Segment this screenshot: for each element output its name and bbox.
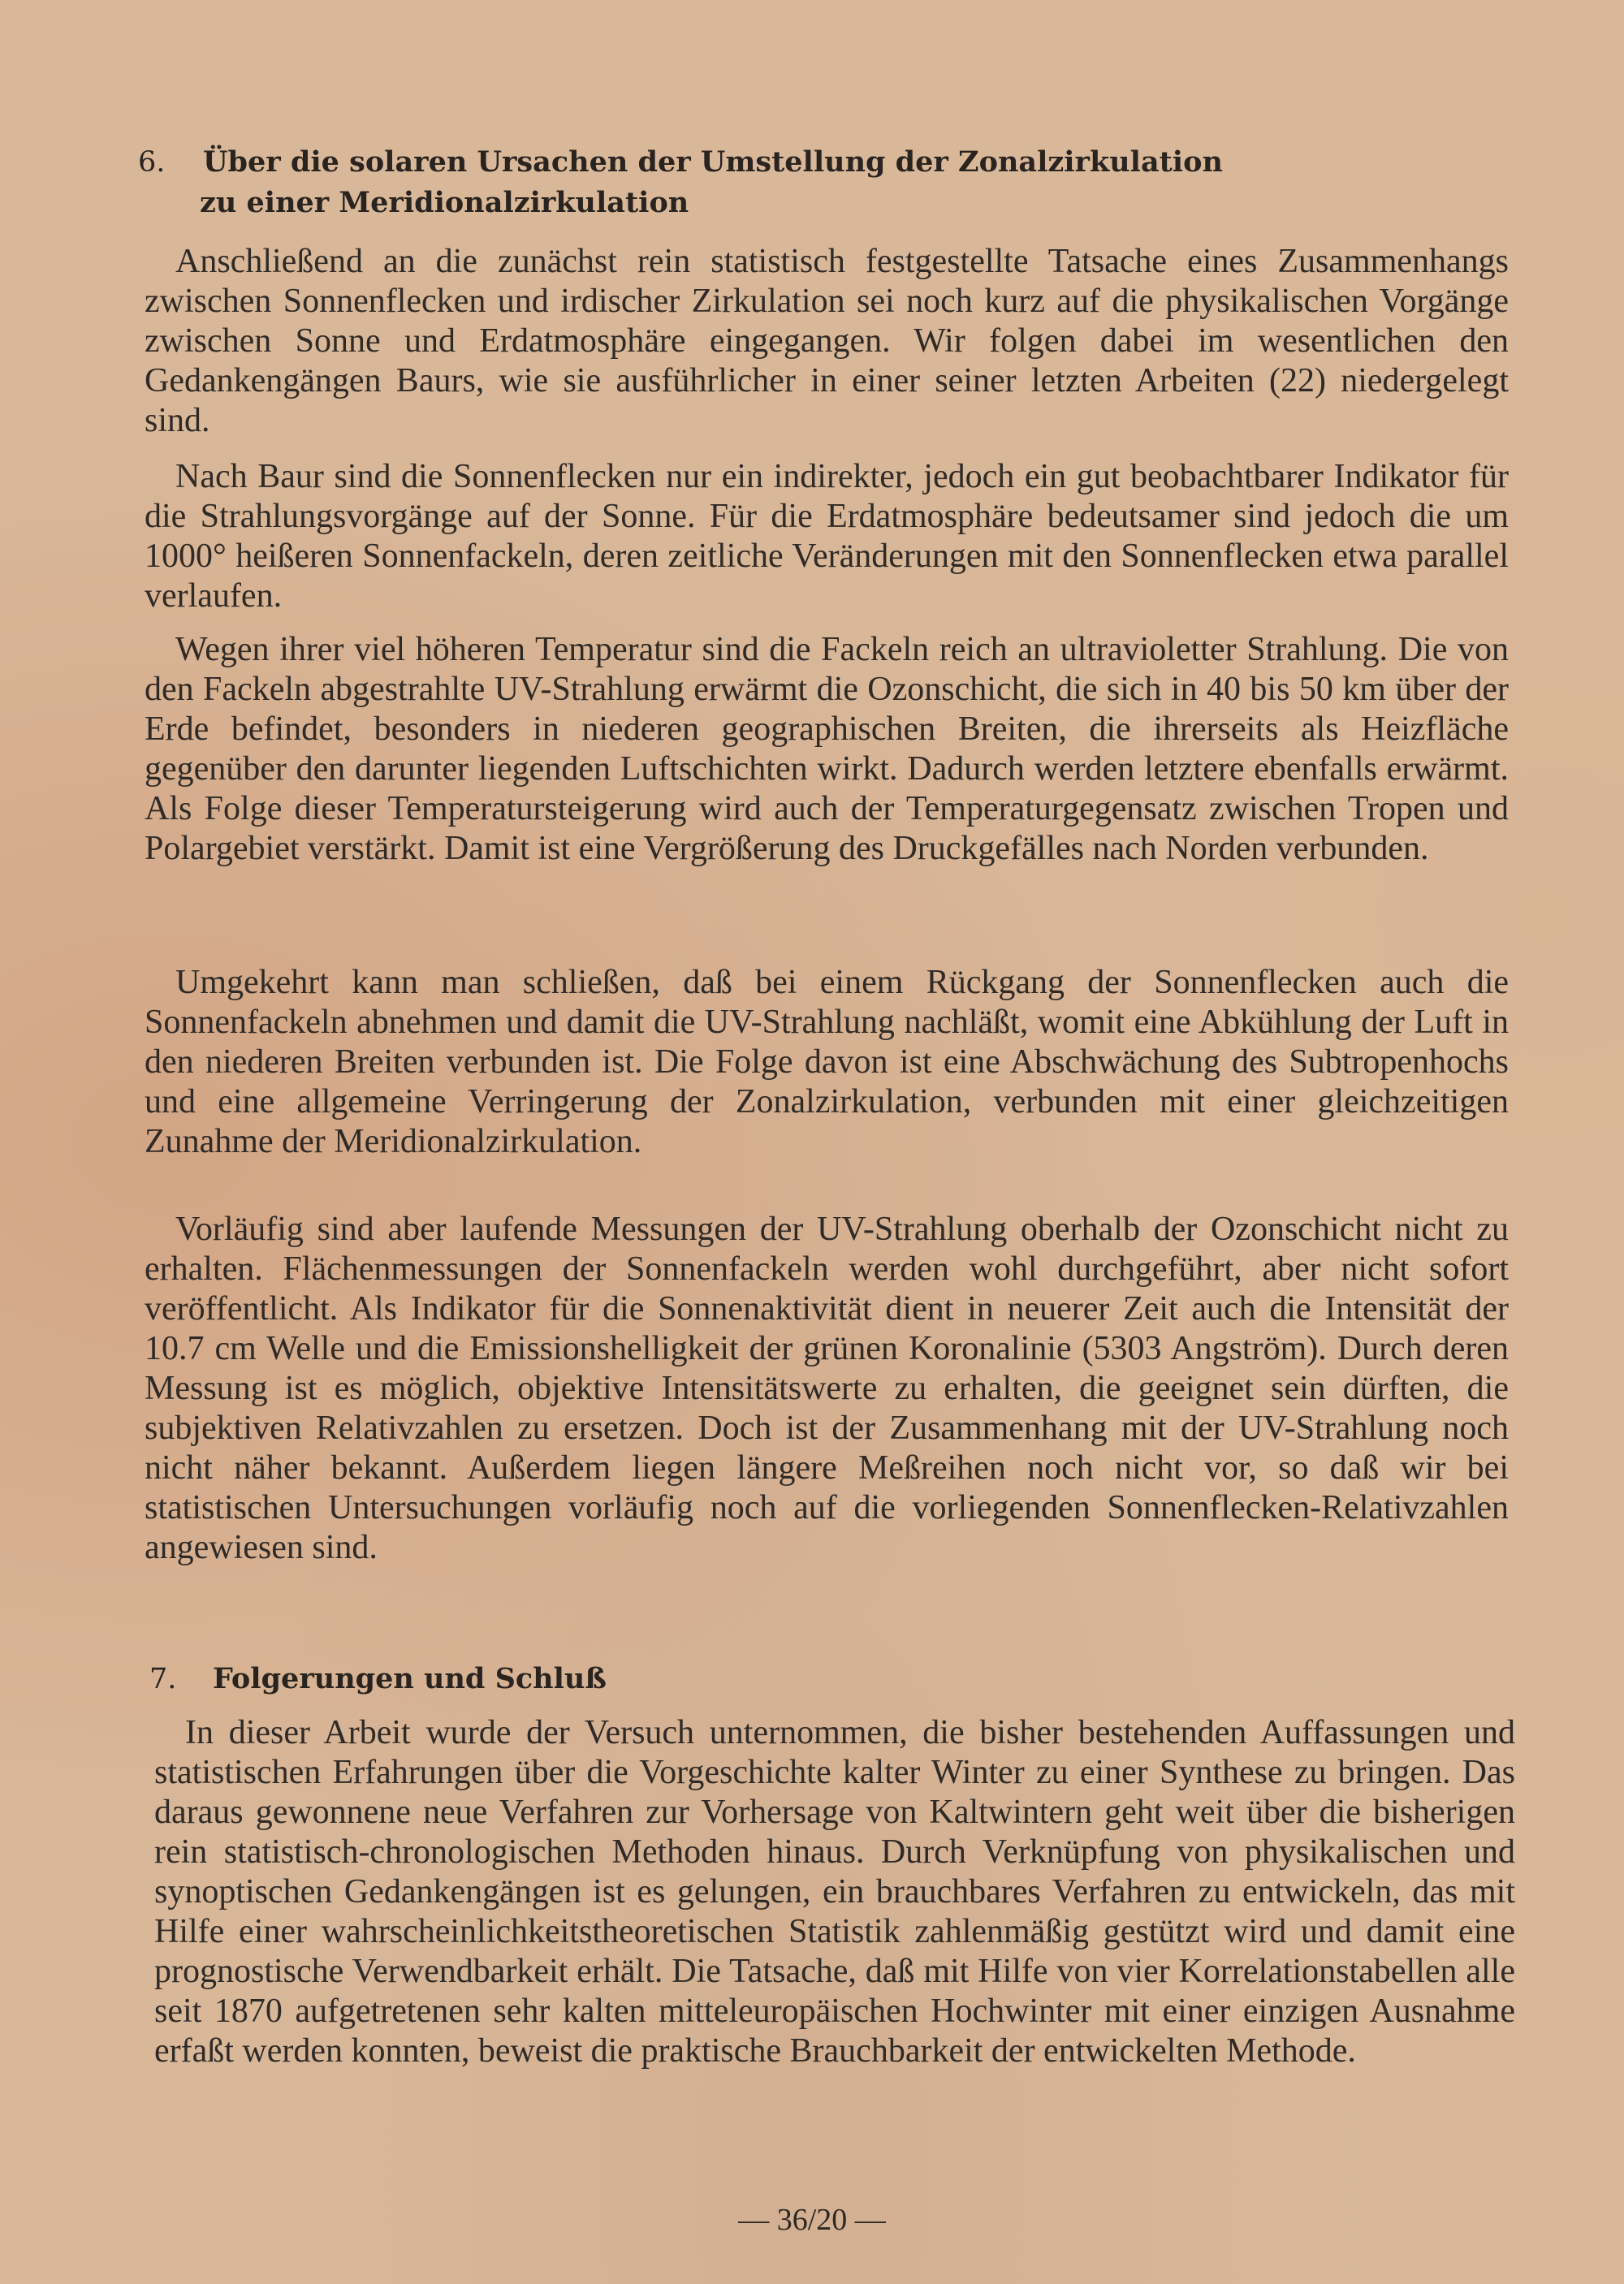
section-7-title: Folgerungen und Schluß [213,1662,607,1695]
section-6-paragraph-5: Vorläufig sind aber laufende Messungen der UV-Strahlung oberhalb der Ozonschicht nicht zu erhalten. Flächenmessungen der Sonnenfackeln werden wohl durchgeführt, aber nicht sofort veröffentlicht. Als Indikator für die Sonnenaktivität dient in neuerer Zeit auch die Intensität der 10.7 cm Welle und die Emissionshelligkeit der grünen Koronalinie (5303 Angström). Durch deren Messung ist es möglich, objektive Intensitätswerte zu erhalten, die geeignet sein dürften, die subjektiven Relativzahlen zu ersetzen. Doch ist der Zusammenhang mit der UV-Strahlung noch nicht näher bekannt. Außerdem liegen längere Meßreihen noch nicht vor, so daß wir bei statistischen Untersuchungen vorläufig noch auf die vorliegenden Sonnenflecken-Relativzahlen angewiesen sind. [145,1211,1509,1566]
section-6-paragraph-4: Umgekehrt kann man schließen, daß bei einem Rückgang der Sonnenflecken auch die Sonnenfackeln abnehmen und damit die UV-Strahlung nachläßt, womit eine Abkühlung der Luft in den niederen Breiten verbunden ist. Die Folge davon ist eine Abschwächung des Subtropenhochs und eine allgemeine Verringerung der Zonalzirkulation, verbunden mit einer gleichzeitigen Zunahme der Meridionalzirkulation. [145,964,1509,1160]
section-6-number: 6. [138,146,166,179]
section-6-title-line1: Über die solaren Ursachen der Umstellung der Zonalzirkulation [203,145,1223,179]
section-6-paragraph-1: Anschließend an die zunächst rein statistisch festgestellte Tatsache eines Zusammenhangs zwischen Sonnenflecken und irdischer Zirkulation sei noch kurz auf die physikalischen Vorgänge zwischen Sonne und Erdatmosphäre eingegangen. Wir folgen dabei im wesentlichen den Gedankengängen Baurs, wie sie ausführlicher in einer seiner letzten Arbeiten (22) niedergelegt sind. [145,243,1509,439]
section-6-paragraph-2: Nach Baur sind die Sonnenflecken nur ein indirekter, jedoch ein gut beobachtbarer Indikator für die Strahlungsvorgänge auf der Sonne. Für die Erdatmosphäre bedeutsamer sind jedoch die um 1000° heißeren Sonnenfackeln, deren zeitliche Veränderungen mit den Sonnenflecken etwa parallel verlaufen. [145,458,1509,615]
section-7-number: 7. [149,1663,177,1695]
section-7-paragraph-1: In dieser Arbeit wurde der Versuch unternommen, die bisher bestehenden Auffassungen und statistischen Erfahrungen über die Vorgeschichte kalter Winter zu einer Synthese zu bringen. Das daraus gewonnene neue Verfahren zur Vorhersage von Kaltwintern geht weit über die bisherigen rein statistisch-chronologischen Methoden hinaus. Durch Verknüpfung von physikalischen und synoptischen Gedankengängen ist es gelungen, ein brauchbares Verfahren zu entwickeln, das mit Hilfe einer wahrscheinlichkeitstheoretischen Statistik zahlenmäßig gestützt wird und damit eine prognostische Verwendbarkeit erhält. Die Tatsache, daß mit Hilfe von vier Korrelationstabellen alle seit 1870 aufgetretenen sehr kalten mitteleuropäischen Hochwinter mit einer einzigen Ausnahme erfaßt werden konnten, beweist die praktische Brauchbarkeit der entwickelten Methode. [154,1714,1515,2070]
section-6-heading [138,142,1223,223]
section-6-paragraph-3: Wegen ihrer viel höheren Temperatur sind die Fackeln reich an ultravioletter Strahlung. Die von den Fackeln abgestrahlte UV-Strahlung erwärmt die Ozonschicht, die sich in 40 bis 50 km über der Erde befindet, besonders in niederen geographischen Breiten, die ihrerseits als Heizfläche gegenüber den darunter liegenden Luftschichten wirkt. Dadurch werden letztere ebenfalls erwärmt. Als Folge dieser Temperatursteigerung wird auch der Temperaturgegensatz zwischen Tropen und Polargebiet verstärkt. Damit ist eine Vergrößerung des Druckgefälles nach Norden verbunden. [145,631,1509,867]
page-number: — 36/20 — [738,2203,886,2237]
section-7-heading [149,1659,607,1699]
section-6-title-line2: zu einer Meridionalzirkulation [200,186,689,219]
